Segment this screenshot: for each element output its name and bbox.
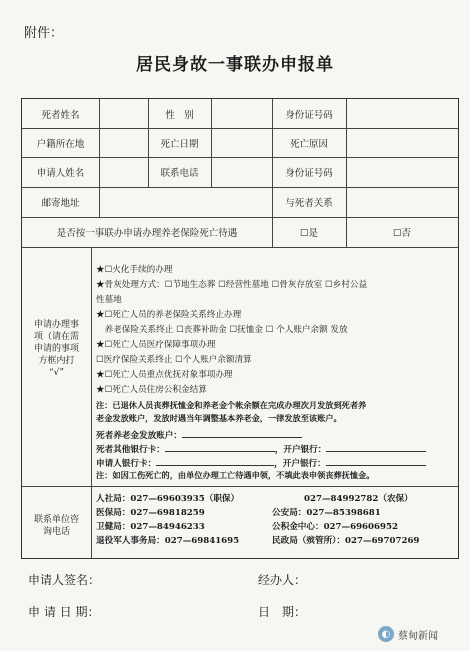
applicant-signature-label: 申请人签名： [28,573,101,587]
housing-fund-phone: 公积金中心：027—69606952 [272,522,398,532]
civil-affairs-phone: 民政局（殡管所）：027—69707269 [272,536,420,546]
pension-account-label: 死者养老金发放账户： [96,428,302,442]
pension-benefit-options[interactable]: 养老保险关系终止 ☐丧葬补助金 ☐抚恤金 ☐ 个人账户余额 发放 [96,325,348,335]
other-bank-card-row: 死者其他银行卡： ，开户银行： [96,442,426,456]
mailing-address-label: 邮寄地址 [41,198,80,209]
veterans-affairs-phone: 退役军人事务局：027—69841695 [96,536,240,546]
gender-label: 性 别 [165,109,194,121]
other-bank-card-field[interactable] [165,442,275,452]
watermark-text: 蔡甸新闻 [398,630,438,642]
special-care-option[interactable]: ★☐死亡人员重点优抚对象事项办理 [96,370,233,380]
yes-checkbox[interactable]: ☐是 [299,228,319,239]
hrss-phone: 人社局：027—69603935（职保） [96,494,240,504]
ash-disposal-options-cont: 性墓地 [96,295,122,305]
health-bureau-phone: 卫健局：027—84946233 [96,522,205,532]
id-number-label: 身份证号码 [285,109,333,121]
applicant-bank-name-field[interactable] [326,456,426,466]
medical-account-options[interactable]: ☐医疗保险关系终止 ☐个人账户余额清算 [96,355,252,365]
news-logo-icon: ◐ [378,626,394,642]
pension-question: 是否按一事联办申请办理养老保险死亡待遇 [56,228,238,239]
hrss-rural-phone: 027—84992782（农保） [304,494,413,504]
note-work-injury: 注：如因工伤死亡的，由单位办理工亡待遇申领，不填此表申领丧葬抚恤金。 [96,470,375,480]
no-checkbox[interactable]: ☐否 [392,228,412,239]
applicant-bank-card-row: 申请人银行卡： ，开户银行： [96,456,426,470]
operator-label: 经办人： [258,573,307,587]
ash-disposal-options[interactable]: ★骨灰处理方式：☐节地生态葬 ☐经营性墓地 ☐骨灰存放室 ☐乡村公益 [96,280,368,290]
household-registration-label: 户籍所在地 [36,138,85,150]
application-form-table [21,98,459,559]
contacts-label: 联系单位咨 询电话 [33,515,79,537]
housing-fund-option[interactable]: ★☐死亡人员住房公积金结算 [96,385,207,395]
death-date-label: 死亡日期 [160,138,199,150]
contact-phone-label: 联系电话 [160,168,199,179]
pension-account-field[interactable] [182,428,302,438]
death-cause-label: 死亡原因 [289,138,328,150]
relationship-label: 与死者关系 [285,198,333,209]
cremation-option[interactable]: ★☐火化手续的办理 [96,265,173,275]
matters-label: 申请办理事 项（请在需 申请的事项 方框内打 “√” [33,320,79,378]
date-label: 日 期： [258,605,307,619]
watermark [378,626,438,642]
pension-termination-option[interactable]: ★☐死亡人员的养老保险关系终止办理 [96,310,242,320]
note-retiree-payment-cont: 老金发放账户，发放时遇当年调整基本养老金，一律发放至该账户。 [96,413,342,423]
attachment-label: 附件： [24,26,64,41]
note-retiree-payment: 注：已退休人员丧葬抚恤金和养老金个帐余额在完成办理次月发放到死者养 [96,400,367,410]
medical-security-phone: 医保局：027—69818259 [96,508,205,518]
form-title: 居民身故一事联办申报单 [136,55,334,75]
other-bank-name-field[interactable] [326,442,426,452]
applicant-bank-card-field[interactable] [156,456,274,466]
deceased-name-label: 死者姓名 [41,109,80,121]
medical-insurance-option[interactable]: ★☐死亡人员医疗保障事项办理 [96,340,216,350]
application-date-label: 申 请 日 期： [28,605,100,619]
applicant-name-label: 申请人姓名 [36,168,85,179]
applicant-id-label: 身份证号码 [285,168,333,179]
public-security-phone: 公安局：027—85398681 [272,508,381,518]
